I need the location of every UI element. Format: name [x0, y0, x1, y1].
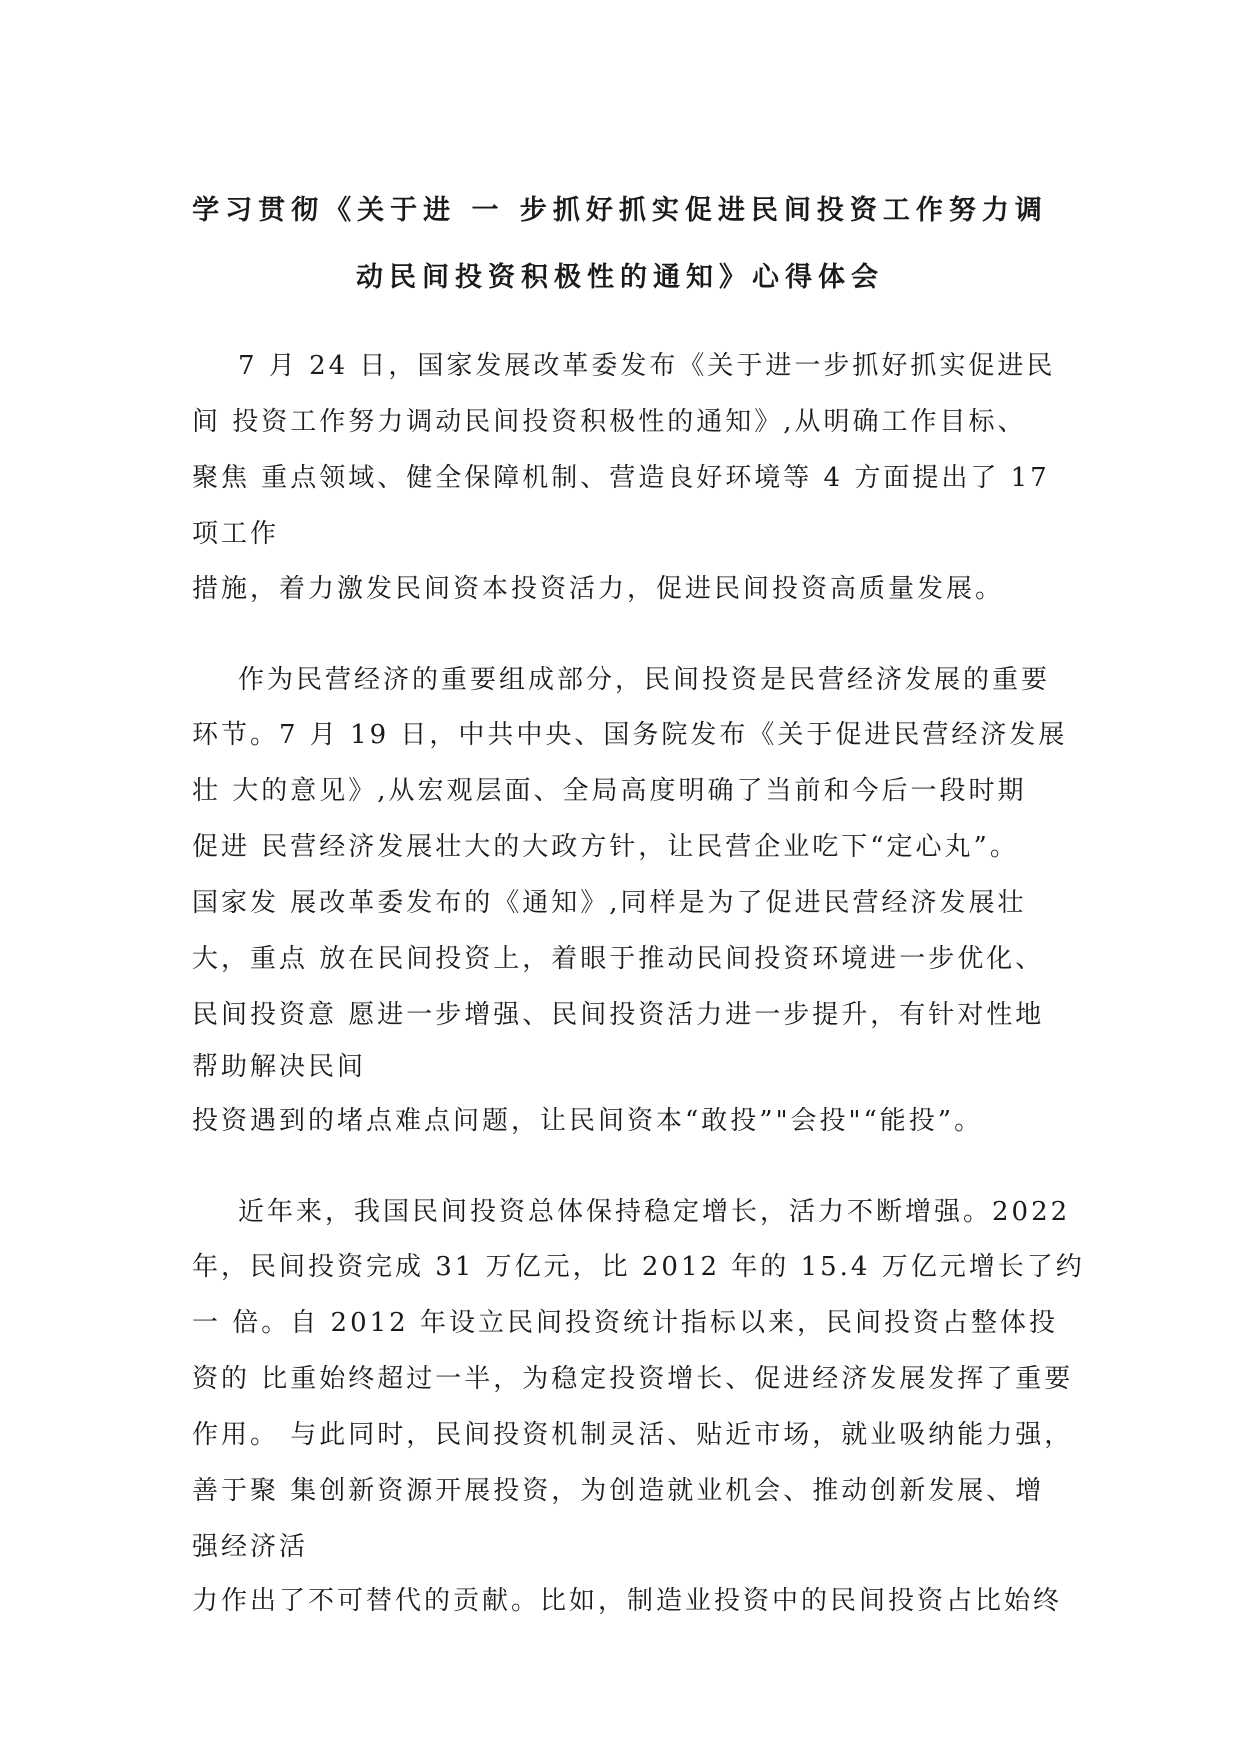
paragraph-2-line-7: 民间投资意 愿进一步增强、民间投资活力进一步提升，有针对性地 — [192, 1000, 1045, 1030]
paragraph-2-line-8: 帮助解决民间 — [192, 1052, 367, 1082]
paragraph-3-line-4: 资的 比重始终超过一半，为稳定投资增长、促进经济发展发挥了重要 — [192, 1364, 1074, 1394]
paragraph-1-line-3: 聚焦 重点领域、健全保障机制、营造良好环境等 4 方面提出了 17 — [192, 463, 1050, 493]
document-title-line-2: 动民间投资积极性的通知》心得体会 — [356, 262, 884, 293]
paragraph-2-line-6: 大，重点 放在民间投资上，着眼于推动民间投资环境进一步优化、 — [192, 944, 1045, 974]
paragraph-3-line-2: 年，民间投资完成 31 万亿元，比 2012 年的 15.4 万亿元增长了约 — [192, 1252, 1085, 1282]
paragraph-2-line-1: 作为民营经济的重要组成部分，民间投资是民营经济发展的重要 — [238, 665, 1051, 695]
paragraph-2-line-4: 促进 民营经济发展壮大的大政方针，让民营企业吃下“定心丸”。 — [192, 832, 1019, 862]
paragraph-3-line-6: 善于聚 集创新资源开展投资，为创造就业机会、推动创新发展、增 — [192, 1476, 1045, 1506]
paragraph-3-line-7: 强经济活 — [192, 1532, 309, 1562]
paragraph-3-line-8: 力作出了不可替代的贡献。比如，制造业投资中的民间投资占比始终 — [192, 1586, 1063, 1616]
paragraph-3-line-5: 作用。 与此同时，民间投资机制灵活、贴近市场，就业吸纳能力强， — [192, 1420, 1074, 1450]
paragraph-1-line-4: 项工作 — [192, 519, 280, 549]
paragraph-3-line-1: 近年来，我国民间投资总体保持稳定增长，活力不断增强。2022 — [238, 1197, 1071, 1227]
paragraph-2-line-3: 壮 大的意见》,从宏观层面、全局高度明确了当前和今后一段时期 — [192, 776, 1027, 806]
paragraph-2-line-2: 环节。7 月 19 日，中共中央、国务院发布《关于促进民营经济发展 — [192, 720, 1068, 750]
paragraph-1-line-2: 间 投资工作努力调动民间投资积极性的通知》,从明确工作目标、 — [192, 407, 1027, 437]
document-title-line-1: 学习贯彻《关于进 一 步抓好抓实促进民间投资工作努力调 — [192, 195, 1048, 226]
paragraph-3-line-3: 一 倍。自 2012 年设立民间投资统计指标以来，民间投资占整体投 — [192, 1308, 1058, 1338]
paragraph-2-line-5: 国家发 展改革委发布的《通知》,同样是为了促进民营经济发展壮 — [192, 888, 1027, 918]
paragraph-1-line-5: 措施，着力激发民间资本投资活力，促进民间投资高质量发展。 — [192, 574, 1005, 604]
paragraph-2-line-9: 投资遇到的堵点难点问题，让民间资本“敢投”"会投"“能投”。 — [192, 1106, 984, 1136]
paragraph-1-line-1: 7 月 24 日，国家发展改革委发布《关于进一步抓好抓实促进民 — [238, 351, 1056, 381]
